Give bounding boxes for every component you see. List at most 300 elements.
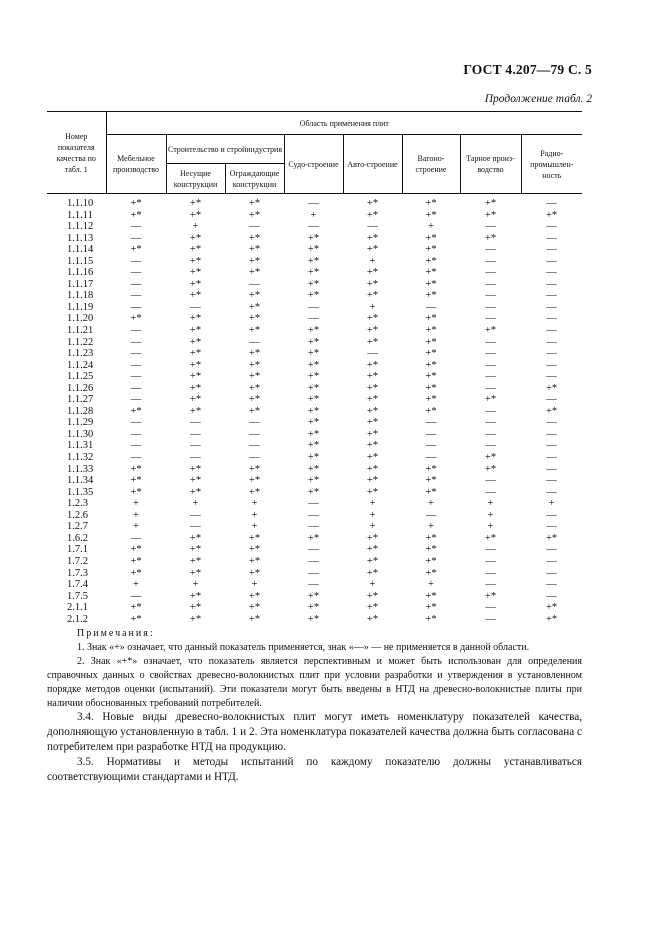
table-cell: —: [485, 602, 496, 614]
table-cell: —: [130, 382, 142, 394]
table-cell: +*: [425, 348, 437, 360]
table-cell: —: [546, 579, 557, 591]
table-cell: —: [546, 221, 557, 233]
table-cell: +*: [130, 475, 142, 487]
table-cell: —: [130, 255, 142, 267]
table-cell: +*: [366, 475, 379, 487]
table-cell: +: [487, 509, 494, 521]
col-header-radio: Радио-промышлен-ность: [521, 135, 582, 194]
table-cell: —: [249, 278, 260, 290]
table-cell: —: [546, 475, 557, 487]
row-index-cell: 1.1.10: [67, 198, 94, 209]
table-cell: +*: [189, 567, 202, 579]
row-index-cell: 1.1.22: [67, 336, 94, 348]
table-cell: +: [133, 509, 139, 521]
table-cell: +*: [248, 255, 261, 267]
table-cell: +: [369, 521, 376, 533]
col-header-construction: Строительство и стройиндустрия: [166, 135, 284, 164]
table-cell: —: [485, 428, 496, 440]
table-row: [47, 371, 582, 383]
table-cell: +*: [484, 463, 497, 475]
table-cell: —: [485, 475, 496, 487]
table-cell: +*: [189, 371, 202, 383]
row-index-cell: 1.1.33: [67, 463, 94, 475]
table-cell: +: [369, 579, 376, 591]
table-cell: +*: [307, 440, 320, 452]
table-cell: +*: [425, 382, 437, 394]
table-cell: —: [485, 244, 496, 256]
table-row: [47, 475, 582, 487]
table-row: [47, 614, 582, 626]
table-cell: +*: [248, 613, 261, 625]
table-cell: +: [133, 579, 139, 591]
table-cell: +*: [545, 382, 558, 394]
table-cell: —: [485, 371, 496, 383]
table-cell: +*: [307, 232, 320, 244]
table-cell: +: [251, 509, 258, 521]
row-index-cell: 1.1.26: [67, 382, 94, 394]
table-cell: —: [425, 452, 437, 464]
table-cell: +: [251, 498, 258, 510]
table-cell: +*: [366, 590, 379, 602]
table-cell: —: [485, 359, 496, 371]
table-cell: +*: [366, 313, 379, 325]
table-cell: +*: [248, 382, 261, 394]
table-cell: +*: [307, 417, 320, 429]
table-row: [47, 521, 582, 533]
table-cell: +*: [425, 486, 437, 498]
table-cell: +*: [425, 255, 437, 267]
table-cell: +*: [425, 232, 437, 244]
row-index-cell: 1.7.2: [67, 555, 88, 567]
table-cell: —: [546, 590, 557, 602]
table-cell: —: [425, 440, 437, 452]
table-cell: —: [546, 555, 557, 567]
table-cell: —: [308, 313, 319, 325]
col-header-furniture: Мебельное производство: [106, 135, 166, 194]
table-cell: +*: [248, 232, 261, 244]
table-cell: +: [548, 498, 555, 510]
table-cell: —: [130, 417, 142, 429]
table-cell: —: [367, 221, 378, 233]
table-cell: +*: [545, 405, 558, 417]
table-cell: —: [546, 509, 557, 521]
table-row: [47, 498, 582, 510]
table-cell: —: [485, 290, 496, 302]
row-index-cell: 1.1.27: [67, 394, 94, 406]
table-cell: +*: [484, 394, 497, 406]
table-cell: +*: [248, 602, 261, 614]
table-row: [47, 429, 582, 441]
paragraph-3-4: 3.4. Новые виды древесно-волокнистых плит могут иметь номенклатуру показателей качества, дополняющую установленную в табл. 1 и 2. Эта номенклатура показателей качества должна быть согласована с потребителем при разработке НТД на продукцию.: [47, 711, 582, 753]
table-cell: +*: [425, 613, 437, 625]
table-cell: —: [130, 394, 142, 406]
table-cell: +: [310, 209, 317, 221]
table-cell: —: [485, 417, 496, 429]
table-cell: —: [130, 221, 142, 233]
table-row: [47, 302, 582, 314]
table-cell: +*: [307, 486, 320, 498]
table-cell: +*: [248, 348, 261, 360]
table-cell: —: [546, 313, 557, 325]
table-cell: —: [308, 198, 319, 209]
table-cell: —: [249, 417, 260, 429]
table-cell: —: [485, 382, 496, 394]
table-cell: —: [130, 428, 142, 440]
table-cell: +*: [307, 613, 320, 625]
table-cell: +*: [425, 209, 437, 221]
table-cell: +*: [248, 267, 261, 279]
table-cell: +*: [425, 394, 437, 406]
table-cell: +*: [366, 417, 379, 429]
table-cell: +*: [307, 336, 320, 348]
row-index-cell: 1.1.30: [67, 428, 94, 440]
table-cell: —: [130, 325, 142, 337]
table-cell: +*: [307, 452, 320, 464]
table-row: [47, 544, 582, 556]
row-index-cell: 1.1.24: [67, 359, 94, 371]
table-cell: —: [546, 244, 557, 256]
table-cell: +*: [189, 463, 202, 475]
table-cell: +*: [130, 209, 142, 221]
row-index-cell: 1.1.31: [67, 440, 94, 452]
row-index-cell: 1.1.19: [67, 301, 94, 313]
table-cell: —: [308, 567, 319, 579]
table-cell: —: [190, 452, 201, 464]
table-cell: +*: [307, 532, 320, 544]
table-cell: +*: [366, 463, 379, 475]
table-cell: +: [369, 255, 376, 267]
col-header-automotive: Авто-строение: [343, 135, 402, 194]
table-row: [47, 487, 582, 499]
table-cell: —: [130, 359, 142, 371]
table-cell: —: [130, 267, 142, 279]
table-cell: +*: [366, 198, 379, 209]
table-cell: —: [546, 267, 557, 279]
table-cell: —: [130, 301, 142, 313]
table-cell: —: [546, 359, 557, 371]
table-cell: +*: [425, 567, 437, 579]
table-cell: —: [485, 613, 496, 625]
table-cell: +: [487, 521, 494, 533]
table-cell: +*: [425, 590, 437, 602]
table-row: [47, 591, 582, 603]
table-row: [47, 290, 582, 302]
table-cell: —: [546, 394, 557, 406]
table-cell: —: [546, 417, 557, 429]
table-cell: +*: [307, 244, 320, 256]
table-cell: +*: [248, 463, 261, 475]
table-cell: +*: [425, 555, 437, 567]
row-index-cell: 1.1.32: [67, 452, 94, 464]
table-cell: +*: [366, 555, 379, 567]
table-cell: +*: [366, 290, 379, 302]
table-cell: —: [485, 267, 496, 279]
row-index-cell: 1.2.6: [67, 509, 88, 521]
col-header-index: Номер показателя качества по табл. 1: [47, 112, 106, 194]
table-cell: +: [369, 301, 376, 313]
table-cell: —: [546, 278, 557, 290]
table-row: [47, 244, 582, 256]
table-cell: —: [308, 555, 319, 567]
notes-title: Примечания:: [77, 628, 155, 639]
table-cell: —: [308, 579, 319, 591]
row-index-cell: 1.1.14: [67, 244, 94, 256]
row-index-cell: 1.2.3: [67, 498, 88, 510]
table-cell: —: [546, 440, 557, 452]
table-cell: +*: [189, 394, 202, 406]
table-cell: +*: [366, 278, 379, 290]
table-cell: —: [190, 440, 201, 452]
table-cell: +*: [189, 325, 202, 337]
table-cell: +*: [366, 209, 379, 221]
table-cell: +: [192, 221, 199, 233]
table-cell: —: [130, 232, 142, 244]
table-row: [47, 194, 582, 210]
table-cell: +*: [366, 244, 379, 256]
table-cell: +*: [130, 567, 142, 579]
table-cell: +*: [425, 313, 437, 325]
table-cell: +*: [248, 405, 261, 417]
table-cell: +*: [366, 544, 379, 556]
row-index-cell: 1.1.21: [67, 325, 94, 337]
table-row: [47, 464, 582, 476]
table-cell: +*: [248, 359, 261, 371]
table-cell: +*: [248, 567, 261, 579]
row-index-cell: 1.7.5: [67, 590, 88, 602]
table-cell: +*: [307, 348, 320, 360]
table-cell: +: [369, 498, 376, 510]
table-cell: —: [485, 348, 496, 360]
table-row: [47, 579, 582, 591]
table-cell: +*: [366, 232, 379, 244]
table-cell: —: [546, 428, 557, 440]
table-cell: +*: [425, 405, 437, 417]
table-cell: +*: [189, 198, 202, 209]
table-cell: +*: [366, 452, 379, 464]
table-cell: +: [369, 509, 376, 521]
table-cell: +*: [248, 544, 261, 556]
table-cell: +*: [366, 371, 379, 383]
col-header-enclosing: Ограждающие конструкции: [225, 164, 284, 194]
table-cell: +*: [366, 428, 379, 440]
row-index-cell: 2.1.1: [67, 602, 88, 614]
table-cell: —: [308, 521, 319, 533]
table-row: [47, 279, 582, 291]
table-cell: +*: [425, 544, 437, 556]
table-cell: +: [428, 521, 434, 533]
table-cell: —: [249, 452, 260, 464]
table-cell: +*: [425, 267, 437, 279]
table-cell: +*: [366, 382, 379, 394]
table-cell: +*: [189, 382, 202, 394]
table-cell: +*: [189, 486, 202, 498]
table-cell: +: [133, 521, 139, 533]
table-cell: +*: [189, 244, 202, 256]
table-row: [47, 233, 582, 245]
applicability-table: [47, 111, 582, 625]
table-cell: +*: [130, 244, 142, 256]
table-cell: +*: [307, 290, 320, 302]
table-cell: +*: [425, 359, 437, 371]
table-row: [47, 440, 582, 452]
table-cell: —: [485, 336, 496, 348]
body-text: [47, 710, 582, 785]
table-cell: +*: [307, 382, 320, 394]
table-cell: +*: [248, 244, 261, 256]
table-row: [47, 256, 582, 268]
table-cell: —: [546, 325, 557, 337]
table-cell: +*: [248, 290, 261, 302]
table-cell: —: [546, 567, 557, 579]
table-cell: +*: [248, 394, 261, 406]
table-row: [47, 568, 582, 580]
notes-block: [47, 627, 582, 711]
table-cell: —: [130, 532, 142, 544]
row-index-cell: 2.1.2: [67, 613, 88, 625]
table-cell: —: [308, 498, 319, 510]
table-cell: —: [130, 452, 142, 464]
table-row: [47, 360, 582, 372]
table-cell: +*: [189, 209, 202, 221]
table-cell: +*: [189, 475, 202, 487]
table-cell: —: [130, 590, 142, 602]
table-cell: —: [546, 521, 557, 533]
table-cell: +*: [366, 394, 379, 406]
table-cell: +*: [189, 555, 202, 567]
table-cell: —: [546, 336, 557, 348]
table-cell: +: [133, 498, 139, 510]
note-2: 2. Знак «+*» означает, что показатель является перспективным и может быть использован для определения справочных данных о свойствах древесно-волокнистых плит при условии разработки и утверждения в установленном порядке методов оценки (испытаний). Эти показатели могут быть введены в НТД на древесно-волокнистые плиты при наличии обоснованных требований потребителей.: [47, 656, 582, 709]
table-cell: —: [190, 428, 201, 440]
table-cell: +*: [545, 602, 558, 614]
table-cell: +*: [307, 405, 320, 417]
table-cell: +*: [130, 602, 142, 614]
row-index-cell: 1.1.29: [67, 417, 94, 429]
table-cell: —: [485, 486, 496, 498]
table-cell: +*: [484, 232, 497, 244]
table-row: [47, 210, 582, 222]
table-cell: +*: [248, 198, 261, 209]
table-cell: +: [192, 579, 199, 591]
table-cell: +*: [189, 359, 202, 371]
table-cell: —: [249, 440, 260, 452]
table-cell: +: [428, 498, 434, 510]
row-index-cell: 1.6.2: [67, 532, 88, 544]
table-cell: +*: [366, 602, 379, 614]
table-cell: +*: [189, 255, 202, 267]
table-row: [47, 556, 582, 568]
table-cell: +*: [307, 325, 320, 337]
table-cell: +*: [425, 244, 437, 256]
table-row: [47, 337, 582, 349]
col-header-area: Область применения плит: [106, 112, 582, 135]
col-header-shipbuilding: Судо-строение: [284, 135, 343, 194]
table-cell: +*: [189, 348, 202, 360]
table-row: [47, 267, 582, 279]
table-row: [47, 394, 582, 406]
table-cell: —: [485, 278, 496, 290]
table-cell: —: [308, 544, 319, 556]
table-cell: +*: [307, 394, 320, 406]
table-row: [47, 325, 582, 337]
table-cell: +*: [189, 267, 202, 279]
table-cell: +*: [425, 325, 437, 337]
table-cell: +*: [307, 371, 320, 383]
table-cell: +*: [366, 359, 379, 371]
table-cell: +*: [366, 613, 379, 625]
table-cell: +*: [484, 209, 497, 221]
col-header-wagon: Вагоно-строение: [402, 135, 460, 194]
table-cell: +*: [545, 613, 558, 625]
table-cell: —: [546, 232, 557, 244]
table-cell: +*: [366, 325, 379, 337]
table-cell: +*: [307, 590, 320, 602]
table-continuation-label: Продолжение табл. 2: [484, 93, 592, 105]
table-cell: +*: [307, 428, 320, 440]
table-cell: —: [190, 521, 201, 533]
table-cell: —: [130, 440, 142, 452]
paragraph-3-5: 3.5. Нормативы и методы испытаний по каждому показателю должны устанавливаться соответствующими стандартами и НТД.: [47, 756, 582, 783]
table-cell: +*: [425, 198, 437, 209]
table-row: [47, 602, 582, 614]
table-cell: +*: [130, 555, 142, 567]
row-index-cell: 1.7.4: [67, 579, 88, 591]
table-cell: +*: [307, 475, 320, 487]
row-index-cell: 1.1.25: [67, 371, 94, 383]
table-cell: +*: [425, 371, 437, 383]
table-cell: —: [546, 348, 557, 360]
table-cell: +*: [484, 590, 497, 602]
table-row: [47, 417, 582, 429]
table-cell: +: [251, 521, 258, 533]
row-index-cell: 1.1.17: [67, 278, 94, 290]
table-row: [47, 348, 582, 360]
table-cell: +*: [130, 313, 142, 325]
table-cell: —: [485, 255, 496, 267]
table-cell: +*: [545, 532, 558, 544]
table-cell: —: [425, 301, 437, 313]
table-cell: —: [546, 255, 557, 267]
table-cell: —: [546, 301, 557, 313]
table-cell: —: [485, 405, 496, 417]
table-cell: +*: [130, 486, 142, 498]
table-cell: —: [130, 290, 142, 302]
row-index-cell: 1.1.13: [67, 232, 94, 244]
table-cell: +*: [248, 301, 261, 313]
table-cell: —: [249, 336, 260, 348]
table-cell: +: [251, 579, 258, 591]
table-cell: +*: [425, 278, 437, 290]
table-row: [47, 406, 582, 418]
table-cell: —: [546, 486, 557, 498]
table-cell: —: [546, 198, 557, 209]
row-index-cell: 1.1.16: [67, 267, 94, 279]
table-cell: —: [130, 348, 142, 360]
table-cell: —: [485, 440, 496, 452]
table-cell: +: [192, 498, 199, 510]
table-cell: +*: [130, 613, 142, 625]
table-cell: +*: [248, 371, 261, 383]
table-cell: +*: [189, 405, 202, 417]
table-cell: +*: [189, 313, 202, 325]
table-cell: +*: [366, 405, 379, 417]
table-cell: +: [487, 498, 494, 510]
row-index-cell: 1.1.11: [67, 209, 93, 221]
table-cell: +*: [366, 486, 379, 498]
table-cell: —: [308, 509, 319, 521]
col-header-tare: Тарное произ-водство: [460, 135, 521, 194]
